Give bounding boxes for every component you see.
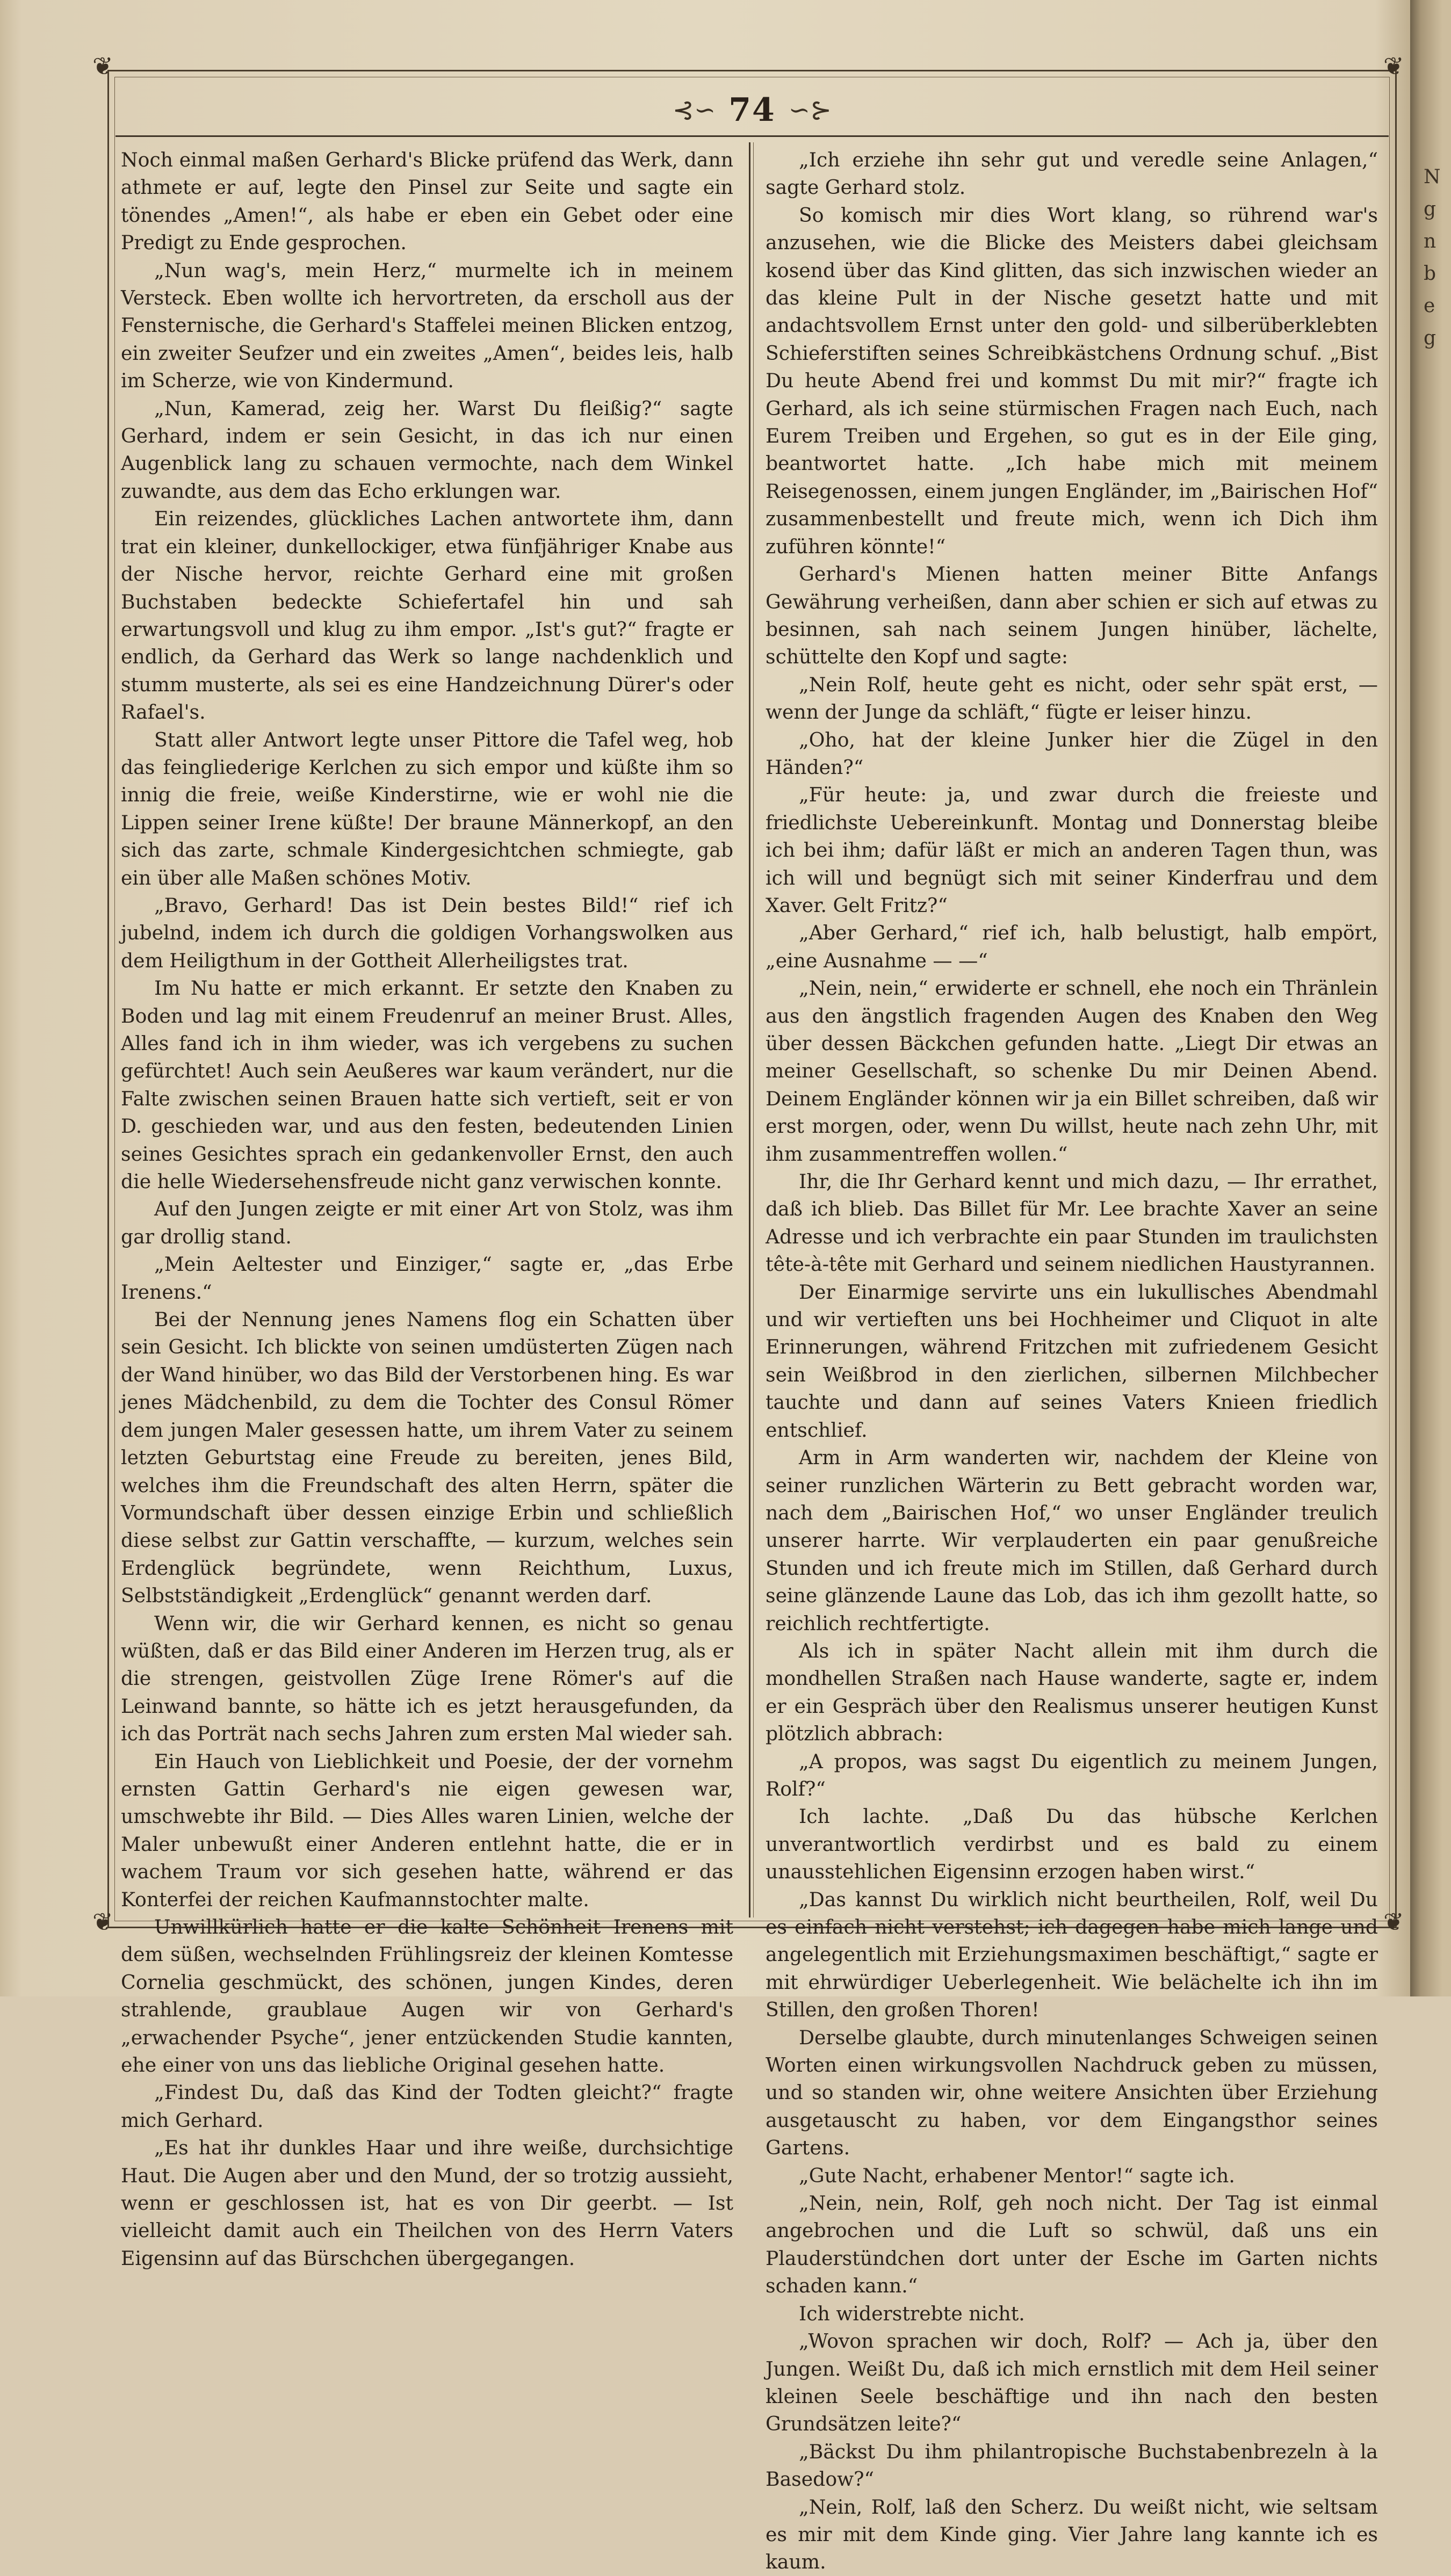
paragraph: Als ich in später Nacht allein mit ihm durch die mondhellen Straßen nach Hause wanderte, sagte er, indem er ein Gespräch über den Realismus unserer heutigen Kunst plötzlich abbrach: — [766, 1639, 1378, 1746]
corner-ornament-icon: ❦ — [92, 52, 113, 81]
paragraph: „Für heute: ja, und zwar durch die freieste und friedlichste Uebereinkunft. Montag und Donnerstag bleibe ich bei ihm; dafür läßt er mich an anderen Tagen thun, was ich will und begnügt sich mit seiner Kinderfrau und dem Xaver. Gelt Fritz?“ — [766, 783, 1378, 917]
paragraph: Arm in Arm wanderten wir, nachdem der Kleine von seiner runzlichen Wärterin zu Bett gebracht worden war, nach dem „Bairischen Hof,“ wo unser Engländer treulich unserer harrte. Wir verplauderten ein paar genußreiche Stunden und ich freute mich im Stillen, daß Gerhard durch seine glänzende Laune das Lob, das ich ihm gezollt hatte, so reichlich rechtfertigte. — [766, 1446, 1378, 1635]
paragraph: „Das kannst Du wirklich nicht beurtheilen, Rolf, weil Du es einfach nicht verstehst; ich dagegen habe mich lange und angelegentlich mit Erziehungsmaximen beschäftigt,“ sagte er mit ehrwürdiger Ueberlegenheit. Wie belächelte ich ihn im Stillen, den großen Thoren! — [766, 1887, 1378, 2022]
corner-ornament-icon: ❦ — [92, 1907, 113, 1936]
corner-ornament-icon: ❦ — [1383, 1907, 1404, 1936]
paragraph: Ein reizendes, glückliches Lachen antwortete ihm, dann trat ein kleiner, dunkellockiger, etwa fünfjähriger Knabe aus der Nische hervor, reichte Gerhard eine mit großen Buchstaben bedeckte Schiefertafel hin und sah erwartungsvoll und klug zu ihm empor. „Ist's gut?“ fragte er endlich, da Gerhard das Werk so lange nachdenklich und stumm musterte, als sei es eine Handzeichnung Dürer's oder Rafael's. — [121, 507, 733, 724]
paragraph: „Nein, nein, Rolf, geh noch nicht. Der Tag ist einmal angebrochen und die Luft so schwül, daß uns ein Plauderstündchen dort unter der Esche im Garten nichts schaden kann.“ — [766, 2191, 1378, 2298]
paragraph: „Wovon sprachen wir doch, Rolf? — Ach ja, über den Jungen. Weißt Du, daß ich mich ernstlich mit dem Heil seiner kleinen Seele beschäftige und ihn nach den besten Grundsätzen leite?“ — [766, 2329, 1378, 2436]
paragraph: „Bäckst Du ihm philantropische Buchstabenbrezeln à la Basedow?“ — [766, 2440, 1378, 2491]
header-rule — [115, 135, 1389, 137]
paragraph: Noch einmal maßen Gerhard's Blicke prüfend das Werk, dann athmete er auf, legte den Pinsel zur Seite und sagte ein tönendes „Amen!“, als habe er eben ein Gebet oder eine Predigt zu Ende gesprochen. — [121, 148, 733, 255]
paragraph: Ich lachte. „Daß Du das hübsche Kerlchen unverantwortlich verdirbst und es bald zu einem unausstehlichen Eigensinn erzogen haben wirst.“ — [766, 1805, 1378, 1884]
paragraph: Der Einarmige servirte uns ein lukullisches Abendmahl und wir vertieften uns bei Hochheimer und Cliquot in alte Erinnerungen, während Fritzchen mit zufriedenem Gesicht sein Weißbrod in den zierlichen, silbernen Milchbecher tauchte und dann auf seines Vaters Knieen friedlich entschlief. — [766, 1280, 1378, 1442]
paragraph: „Es hat ihr dunkles Haar und ihre weiße, durchsichtige Haut. Die Augen aber und den Mund, der so trotzig aussieht, wenn er geschlossen ist, hat es von Dir geerbt. — Ist vielleicht damit auch ein Theilchen von des Herrn Vaters Eigensinn auf das Bürschchen übergegangen. — [121, 2136, 733, 2270]
paragraph: Ich widerstrebte nicht. — [799, 2302, 1025, 2325]
paragraph: Ihr, die Ihr Gerhard kennt und mich dazu, — Ihr errathet, daß ich blieb. Das Billet für Mr. Lee brachte Xaver an seine Adresse und ich verbrachte ein paar Stunden im traulichsten tête-à-tête mit Gerhard und seinem niedlichen Haustyrannen. — [766, 1170, 1378, 1276]
paragraph: „Findest Du, daß das Kind der Todten gleicht?“ fragte mich Gerhard. — [121, 2081, 733, 2132]
right-column — [766, 146, 1378, 2576]
paragraph: „A propos, was sagst Du eigentlich zu meinem Jungen, Rolf?“ — [766, 1749, 1378, 1800]
paragraph: „Nein Rolf, heute geht es nicht, oder sehr spät erst, — wenn der Junge da schläft,“ fügte er leiser hinzu. — [766, 672, 1378, 724]
paragraph: „Nun, Kamerad, zeig her. Warst Du fleißig?“ sagte Gerhard, indem er sein Gesicht, in das ich nur einen Augenblick lang zu schauen vermochte, nach dem Winkel zuwandte, aus dem das Echo erklungen war. — [121, 396, 733, 503]
paragraph: „Ich erziehe ihn sehr gut und veredle seine Anlagen,“ sagte Gerhard stolz. — [766, 148, 1378, 199]
adjacent-page-letters: Ngnbeg — [1424, 166, 1441, 349]
header-ornament-right-icon: ∽⊱ — [788, 95, 832, 125]
paragraph: Gerhard's Mienen hatten meiner Bitte Anfangs Gewährung verheißen, dann aber schien er sich auf etwas zu besinnen, sah nach seinem Jungen hinüber, lächelte, schüttelte den Kopf und sagte: — [766, 562, 1378, 669]
paragraph: Wenn wir, die wir Gerhard kennen, es nicht so genau wüßten, daß er das Bild einer Anderen im Herzen trug, als er die strengen, geistvollen Züge Irene Römer's auf die Leinwand bannte, so hätte ich es jetzt herausgefunden, da ich das Porträt nach sechs Jahren zum ersten Mal wieder sah. — [121, 1611, 733, 1746]
paragraph: „Oho, hat der kleine Junker hier die Zügel in den Händen?“ — [766, 728, 1378, 779]
header-ornament-left-icon: ⊰∽ — [672, 95, 716, 125]
paragraph: „Gute Nacht, erhabener Mentor!“ sagte ich. — [799, 2163, 1235, 2187]
paragraph: Derselbe glaubte, durch minutenlanges Schweigen seinen Worten einen wirkungsvollen Nachdruck geben zu müssen, und so standen wir, ohne weitere Ansichten über Erziehung ausgetauscht zu haben, vor dem Eingangsthor seines Gartens. — [766, 2025, 1378, 2160]
paragraph: „Nun wag's, mein Herz,“ murmelte ich in meinem Versteck. Eben wollte ich hervortreten, da erscholl aus der Fensternische, die Gerhard's Staffelei meinen Blicken entzog, ein zweiter Seufzer und ein zweites „Amen“, beides leis, halb im Scherze, wie von Kindermund. — [121, 258, 733, 393]
paragraph: „Nein, Rolf, laß den Scherz. Du weißt nicht, wie seltsam es mir mit dem Kinde ging. Vier Jahre lang kannte ich es kaum. — [766, 2495, 1378, 2574]
column-divider — [749, 142, 750, 1917]
page-header — [107, 86, 1397, 134]
paragraph: Unwillkürlich hatte er die kalte Schönheit Irenens mit dem süßen, wechselnden Frühlingsreiz der kleinen Komtesse Cornelia geschmückt, des schönen, jungen Kindes, deren strahlende, graublaue Augen wir von Gerhard's „erwachender Psyche“, jener entzückenden Studie kannten, ehe einer von uns das liebliche Original gesehen hatte. — [121, 1915, 733, 2077]
paragraph: Im Nu hatte er mich erkannt. Er setzte den Knaben zu Boden und lag mit einem Freudenruf an meiner Brust. Alles, Alles fand ich in ihm wieder, was ich vergebens zu suchen gefürchtet! Auch sein Aeußeres war kaum verändert, nur die Falte zwischen seinen Brauen hatte sich vertieft, seit er von D. geschieden war, und aus den festen, bedeutenden Linien seines Gesichtes sprach ein gedankenvoller Ernst, den auch die helle Wiedersehensfreude nicht ganz verwischen konnte. — [121, 976, 733, 1193]
paragraph: Bei der Nennung jenes Namens flog ein Schatten über sein Gesicht. Ich blickte von seinen umdüsterten Zügen nach der Wand hinüber, wo das Bild der Verstorbenen hing. Es war jenes Mädchenbild, zu dem die Tochter des Consul Römer dem jungen Maler gesessen hatte, um ihrem Vater zu seinem letzten Geburtstag eine Freude zu bereiten, jenes Bild, welches ihm die Freundschaft des alten Herrn, später die Vormundschaft über dessen einzige Erbin und schließlich diese selbst zur Gattin verschaffte, — kurzum, welches sein Erdenglück begründete, wenn Reichthum, Luxus, Selbstständigkeit „Erdenglück“ genannt werden darf. — [121, 1308, 733, 1608]
paragraph: „Bravo, Gerhard! Das ist Dein bestes Bild!“ rief ich jubelnd, indem ich durch die goldigen Vorhangswolken aus dem Heiligthum in der Gottheit Allerheiligstes trat. — [121, 893, 733, 972]
paragraph: So komisch mir dies Wort klang, so rührend war's anzusehen, wie die Blicke des Meisters dabei gleichsam kosend über das Kind glitten, das sich inzwischen wieder an das kleine Pult in der Nische gesetzt hatte und mit andachtsvollem Ernst unter den gold- und silberüberklebten Schieferstiften seines Schreibkästchens Ordnung schuf. „Bist Du heute Abend frei und kommst Du mit mir?“ fragte ich Gerhard, als ich seine stürmischen Fragen nach Euch, nach Eurem Treiben und Ergehen, so gut es in der Eile ging, beantwortet hatte. „Ich habe mich mit meinem Reisegenossen, einem jungen Engländer, im „Bairischen Hof“ zusammenbestellt und freute mich, wenn ich Dich ihm zuführen könnte!“ — [766, 203, 1378, 558]
paragraph: Auf den Jungen zeigte er mit einer Art von Stolz, was ihm gar drollig stand. — [121, 1197, 733, 1248]
paragraph: Ein Hauch von Lieblichkeit und Poesie, der der vornehm ernsten Gattin Gerhard's nie eigen gewesen war, umschwebte ihr Bild. — Dies Alles waren Linien, welche der Maler unbewußt einer Anderen entlehnt hatte, die er in wachem Traum vor sich gesehen hatte, während er das Konterfei der reichen Kaufmannstochter malte. — [121, 1749, 733, 1911]
corner-ornament-icon: ❦ — [1383, 52, 1404, 81]
paragraph: Statt aller Antwort legte unser Pittore die Tafel weg, hob das feingliederige Kerlchen zu sich empor und küßte ihm so innig die freie, weiße Kinderstirne, wie er wohl nie die Lippen seiner Irene küßte! Der braune Männerkopf, an den sich das zarte, schmale Kindergesichtchen schmiegte, gab ein über alle Maßen schönes Motiv. — [121, 728, 733, 889]
paragraph: „Nein, nein,“ erwiderte er schnell, ehe noch ein Thränlein aus den ängstlich fragenden Augen des Knaben den Weg über dessen Bäckchen gefunden hatte. „Liegt Dir etwas an meiner Gesellschaft, so schenke Du mir Deinen Abend. Deinem Engländer können wir ja ein Billet schreiben, daß wir erst morgen, oder, wenn Du willst, heute nach zehn Uhr, mit ihm zusammentreffen wollen.“ — [766, 976, 1378, 1166]
page-number: 74 — [728, 91, 776, 129]
paragraph: „Aber Gerhard,“ rief ich, halb belustigt, halb empört, „eine Ausnahme — —“ — [766, 921, 1378, 972]
left-column — [121, 146, 733, 2272]
paragraph: „Mein Aeltester und Einziger,“ sagte er, „das Erbe Irenens.“ — [121, 1253, 733, 1304]
column-divider-thin — [753, 142, 754, 1917]
